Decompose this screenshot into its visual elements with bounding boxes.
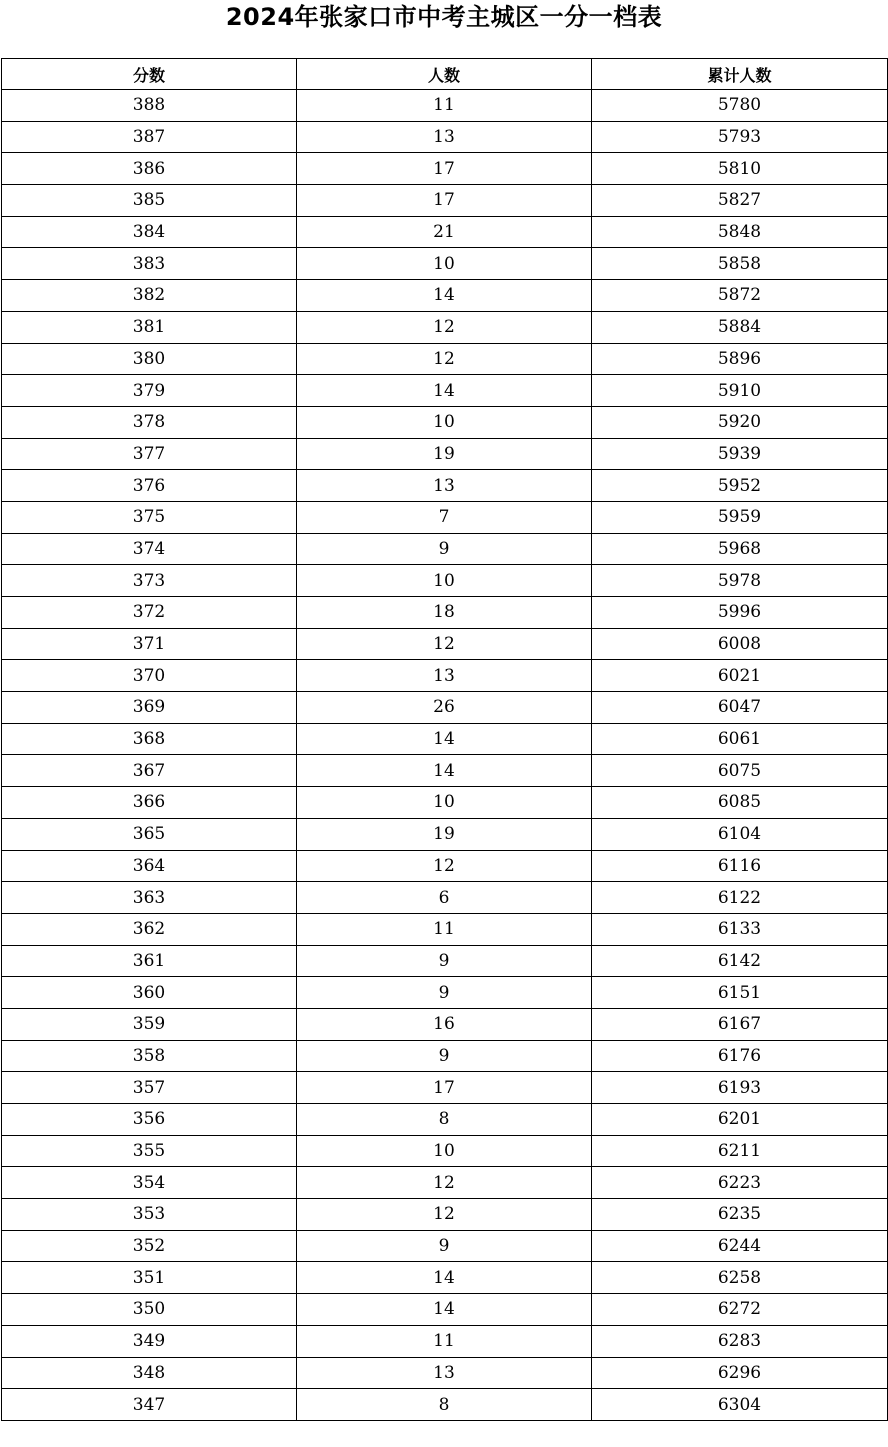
table-header xyxy=(2,59,888,90)
cumulative-cell: 6296 xyxy=(592,1357,888,1389)
count-cell: 6 xyxy=(297,882,592,914)
table-row xyxy=(2,850,888,882)
count-cell: 14 xyxy=(297,1294,592,1326)
cumulative-cell: 6304 xyxy=(592,1389,888,1421)
cumulative-cell: 6116 xyxy=(592,850,888,882)
score-cell: 380 xyxy=(2,343,297,375)
table-row xyxy=(2,153,888,185)
cumulative-cell: 5996 xyxy=(592,597,888,629)
score-cell: 374 xyxy=(2,533,297,565)
cumulative-cell: 5920 xyxy=(592,406,888,438)
count-cell: 7 xyxy=(297,501,592,533)
score-cell: 363 xyxy=(2,882,297,914)
cumulative-cell: 5884 xyxy=(592,311,888,343)
table-row xyxy=(2,1135,888,1167)
table-row xyxy=(2,565,888,597)
score-cell: 372 xyxy=(2,597,297,629)
cumulative-cell: 5793 xyxy=(592,121,888,153)
score-cell: 387 xyxy=(2,121,297,153)
count-cell: 26 xyxy=(297,692,592,724)
score-cell: 377 xyxy=(2,438,297,470)
header-count: 人数 xyxy=(297,59,592,90)
cumulative-cell: 6211 xyxy=(592,1135,888,1167)
table-row xyxy=(2,1357,888,1389)
count-cell: 12 xyxy=(297,1167,592,1199)
table-row xyxy=(2,628,888,660)
count-cell: 12 xyxy=(297,1199,592,1231)
score-cell: 367 xyxy=(2,755,297,787)
cumulative-cell: 6047 xyxy=(592,692,888,724)
count-cell: 16 xyxy=(297,1008,592,1040)
count-cell: 10 xyxy=(297,565,592,597)
table-row xyxy=(2,692,888,724)
table-row xyxy=(2,470,888,502)
table-row xyxy=(2,882,888,914)
cumulative-cell: 6021 xyxy=(592,660,888,692)
table-row xyxy=(2,1199,888,1231)
score-cell: 349 xyxy=(2,1325,297,1357)
table-row xyxy=(2,406,888,438)
score-table xyxy=(1,58,888,1421)
table-row xyxy=(2,1167,888,1199)
count-cell: 10 xyxy=(297,248,592,280)
score-cell: 371 xyxy=(2,628,297,660)
table-row xyxy=(2,977,888,1009)
count-cell: 9 xyxy=(297,1230,592,1262)
table-row xyxy=(2,343,888,375)
count-cell: 10 xyxy=(297,787,592,819)
cumulative-cell: 6176 xyxy=(592,1040,888,1072)
count-cell: 14 xyxy=(297,723,592,755)
cumulative-cell: 5910 xyxy=(592,375,888,407)
score-cell: 378 xyxy=(2,406,297,438)
table-row xyxy=(2,216,888,248)
cumulative-cell: 6104 xyxy=(592,818,888,850)
table-row xyxy=(2,311,888,343)
cumulative-cell: 6283 xyxy=(592,1325,888,1357)
score-cell: 350 xyxy=(2,1294,297,1326)
cumulative-cell: 5827 xyxy=(592,185,888,217)
count-cell: 8 xyxy=(297,1389,592,1421)
cumulative-cell: 6244 xyxy=(592,1230,888,1262)
cumulative-cell: 6223 xyxy=(592,1167,888,1199)
cumulative-cell: 6193 xyxy=(592,1072,888,1104)
cumulative-cell: 5896 xyxy=(592,343,888,375)
count-cell: 21 xyxy=(297,216,592,248)
table-row xyxy=(2,787,888,819)
score-cell: 364 xyxy=(2,850,297,882)
count-cell: 10 xyxy=(297,1135,592,1167)
cumulative-cell: 6085 xyxy=(592,787,888,819)
count-cell: 19 xyxy=(297,438,592,470)
cumulative-cell: 5810 xyxy=(592,153,888,185)
score-cell: 365 xyxy=(2,818,297,850)
count-cell: 12 xyxy=(297,628,592,660)
cumulative-cell: 5968 xyxy=(592,533,888,565)
count-cell: 14 xyxy=(297,755,592,787)
cumulative-cell: 5858 xyxy=(592,248,888,280)
table-row xyxy=(2,660,888,692)
score-cell: 358 xyxy=(2,1040,297,1072)
score-cell: 351 xyxy=(2,1262,297,1294)
score-cell: 354 xyxy=(2,1167,297,1199)
cumulative-cell: 6061 xyxy=(592,723,888,755)
page-title: 2024年张家口市中考主城区一分一档表 xyxy=(225,3,663,31)
count-cell: 11 xyxy=(297,1325,592,1357)
count-cell: 19 xyxy=(297,818,592,850)
score-cell: 366 xyxy=(2,787,297,819)
cumulative-cell: 5848 xyxy=(592,216,888,248)
count-cell: 9 xyxy=(297,533,592,565)
header-row xyxy=(2,59,888,90)
cumulative-cell: 5959 xyxy=(592,501,888,533)
count-cell: 18 xyxy=(297,597,592,629)
cumulative-cell: 5952 xyxy=(592,470,888,502)
table-row xyxy=(2,755,888,787)
count-cell: 9 xyxy=(297,1040,592,1072)
table-row xyxy=(2,597,888,629)
count-cell: 17 xyxy=(297,153,592,185)
cumulative-cell: 6235 xyxy=(592,1199,888,1231)
count-cell: 9 xyxy=(297,945,592,977)
count-cell: 11 xyxy=(297,90,592,122)
table-row xyxy=(2,1008,888,1040)
header-cumulative: 累计人数 xyxy=(592,59,888,90)
count-cell: 14 xyxy=(297,280,592,312)
score-cell: 352 xyxy=(2,1230,297,1262)
score-cell: 348 xyxy=(2,1357,297,1389)
score-cell: 388 xyxy=(2,90,297,122)
score-cell: 357 xyxy=(2,1072,297,1104)
count-cell: 14 xyxy=(297,1262,592,1294)
count-cell: 8 xyxy=(297,1104,592,1136)
score-cell: 369 xyxy=(2,692,297,724)
table-row xyxy=(2,1389,888,1421)
table-row xyxy=(2,1262,888,1294)
table-row xyxy=(2,945,888,977)
score-cell: 361 xyxy=(2,945,297,977)
score-cell: 383 xyxy=(2,248,297,280)
count-cell: 12 xyxy=(297,850,592,882)
score-cell: 375 xyxy=(2,501,297,533)
table-row xyxy=(2,185,888,217)
cumulative-cell: 6142 xyxy=(592,945,888,977)
table-row xyxy=(2,1230,888,1262)
score-cell: 379 xyxy=(2,375,297,407)
count-cell: 13 xyxy=(297,470,592,502)
table-row xyxy=(2,1294,888,1326)
cumulative-cell: 5978 xyxy=(592,565,888,597)
score-cell: 376 xyxy=(2,470,297,502)
cumulative-cell: 6133 xyxy=(592,913,888,945)
table-body xyxy=(2,90,888,1421)
count-cell: 17 xyxy=(297,185,592,217)
score-cell: 385 xyxy=(2,185,297,217)
score-cell: 347 xyxy=(2,1389,297,1421)
cumulative-cell: 6167 xyxy=(592,1008,888,1040)
score-cell: 384 xyxy=(2,216,297,248)
table-row xyxy=(2,501,888,533)
table-row xyxy=(2,1072,888,1104)
table-row xyxy=(2,818,888,850)
table-row xyxy=(2,1104,888,1136)
table-row xyxy=(2,533,888,565)
cumulative-cell: 6272 xyxy=(592,1294,888,1326)
score-cell: 370 xyxy=(2,660,297,692)
header-score: 分数 xyxy=(2,59,297,90)
table-row xyxy=(2,280,888,312)
score-cell: 353 xyxy=(2,1199,297,1231)
score-cell: 368 xyxy=(2,723,297,755)
score-cell: 382 xyxy=(2,280,297,312)
score-cell: 386 xyxy=(2,153,297,185)
count-cell: 14 xyxy=(297,375,592,407)
cumulative-cell: 6151 xyxy=(592,977,888,1009)
cumulative-cell: 5872 xyxy=(592,280,888,312)
count-cell: 13 xyxy=(297,121,592,153)
cumulative-cell: 6258 xyxy=(592,1262,888,1294)
count-cell: 13 xyxy=(297,1357,592,1389)
score-cell: 381 xyxy=(2,311,297,343)
count-cell: 17 xyxy=(297,1072,592,1104)
score-cell: 362 xyxy=(2,913,297,945)
cumulative-cell: 6201 xyxy=(592,1104,888,1136)
table-row xyxy=(2,1325,888,1357)
count-cell: 12 xyxy=(297,343,592,375)
table-row xyxy=(2,438,888,470)
count-cell: 12 xyxy=(297,311,592,343)
cumulative-cell: 6008 xyxy=(592,628,888,660)
cumulative-cell: 6075 xyxy=(592,755,888,787)
table-row xyxy=(2,723,888,755)
table-row xyxy=(2,913,888,945)
score-cell: 356 xyxy=(2,1104,297,1136)
cumulative-cell: 6122 xyxy=(592,882,888,914)
table-row xyxy=(2,90,888,122)
table-row xyxy=(2,248,888,280)
score-cell: 355 xyxy=(2,1135,297,1167)
table-row xyxy=(2,375,888,407)
cumulative-cell: 5939 xyxy=(592,438,888,470)
cumulative-cell: 5780 xyxy=(592,90,888,122)
table-row xyxy=(2,121,888,153)
count-cell: 11 xyxy=(297,913,592,945)
count-cell: 13 xyxy=(297,660,592,692)
count-cell: 10 xyxy=(297,406,592,438)
table-row xyxy=(2,1040,888,1072)
score-cell: 359 xyxy=(2,1008,297,1040)
score-cell: 373 xyxy=(2,565,297,597)
score-cell: 360 xyxy=(2,977,297,1009)
count-cell: 9 xyxy=(297,977,592,1009)
